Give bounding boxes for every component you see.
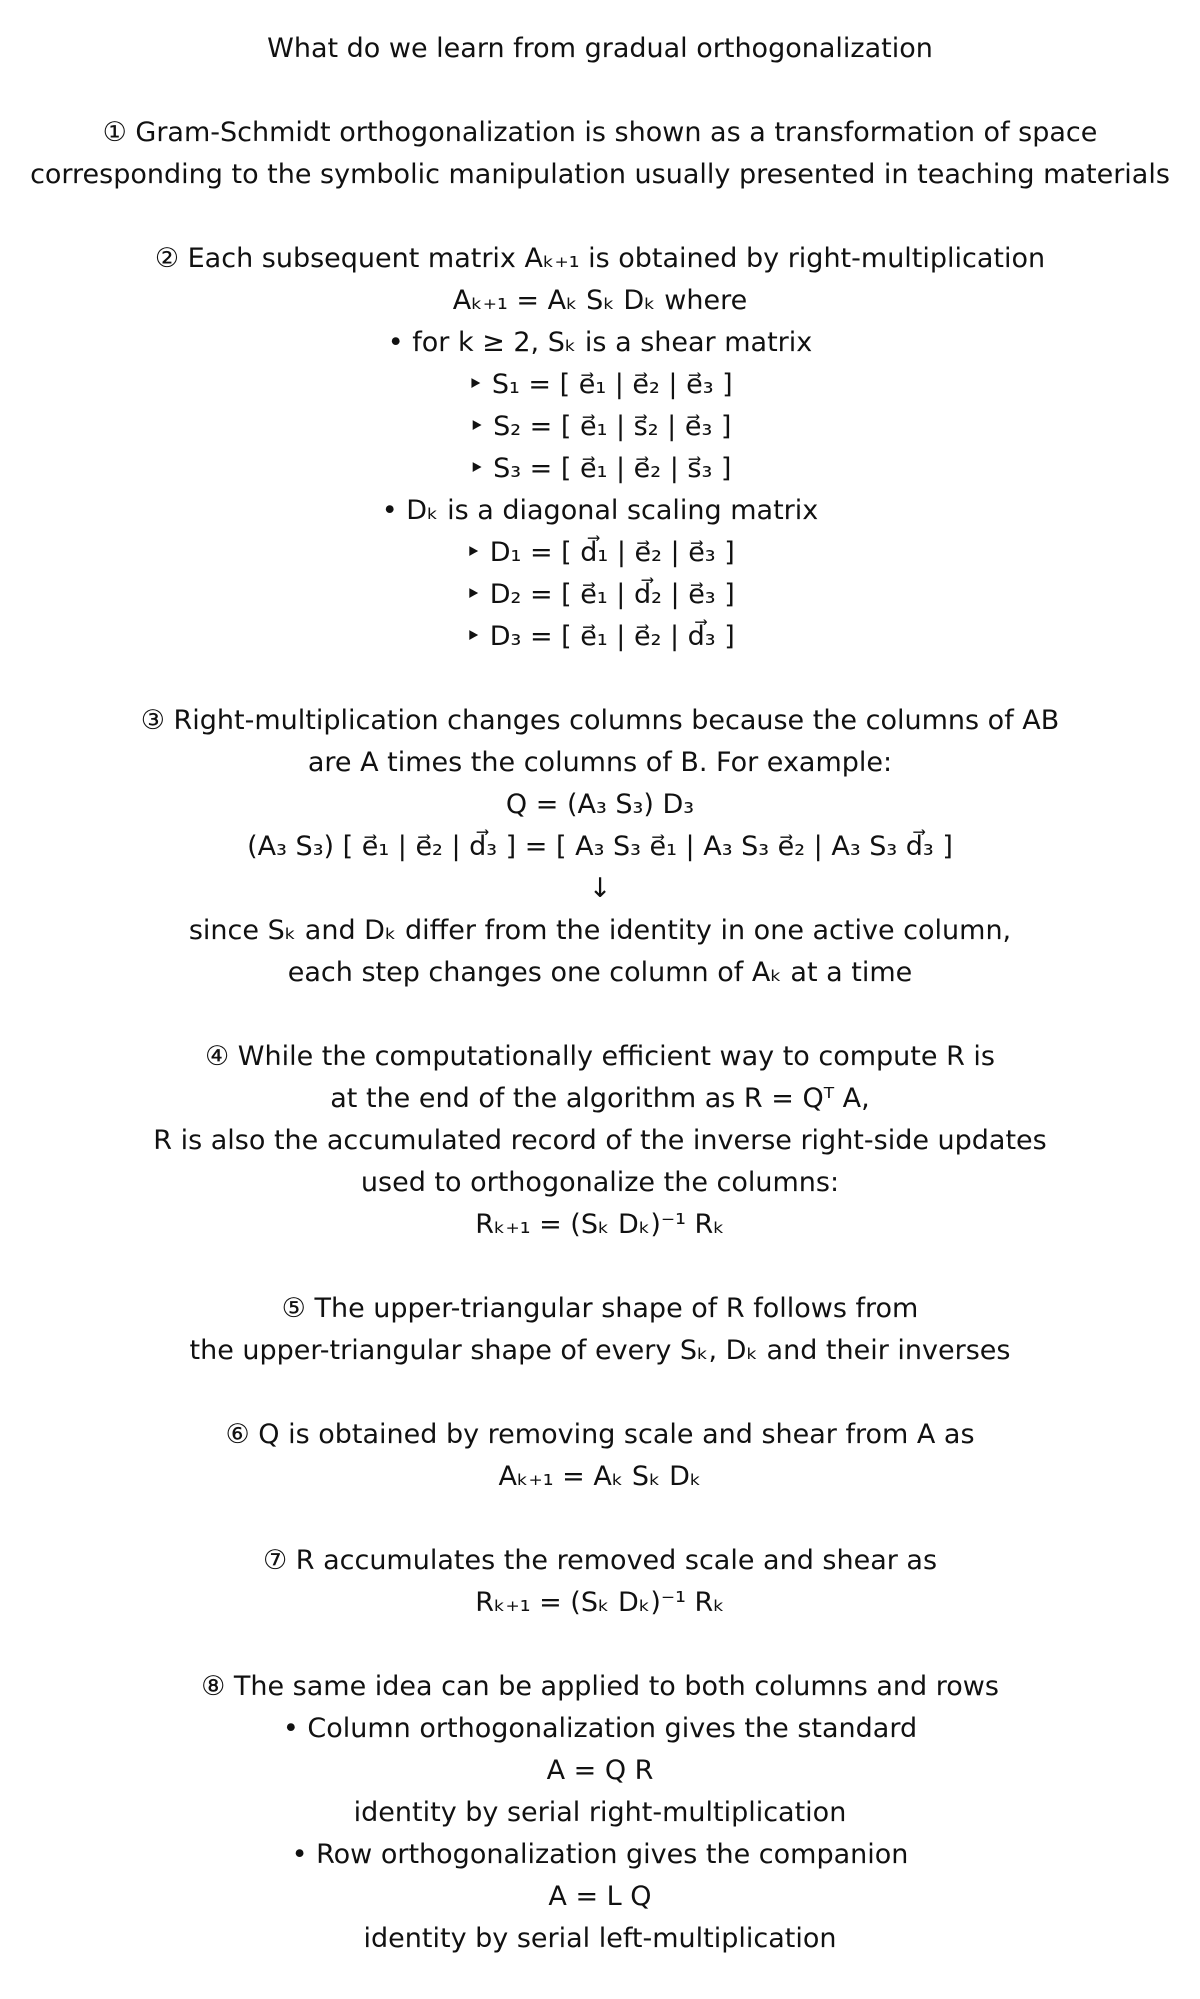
section-2-line: ② Each subsequent matrix Aₖ₊₁ is obtained by right-multiplication xyxy=(154,243,1046,274)
page-title: What do we learn from gradual orthogonalization xyxy=(267,33,933,64)
section-8-line: identity by serial left-multiplication xyxy=(363,1923,837,1954)
section-4-formula: Rₖ₊₁ = (Sₖ Dₖ)⁻¹ Rₖ xyxy=(475,1209,725,1240)
bullet-item: • Column orthogonalization gives the standard xyxy=(282,1713,918,1744)
section-2 xyxy=(0,238,1200,658)
section-4-line: used to orthogonalize the columns: xyxy=(360,1167,840,1198)
section-4-line: R is also the accumulated record of the inverse right-side updates xyxy=(153,1125,1047,1156)
section-6 xyxy=(0,1414,1200,1498)
section-3-line: each step changes one column of Aₖ at a time xyxy=(287,957,913,988)
section-8-line: ⑧ The same idea can be applied to both columns and rows xyxy=(201,1671,999,1702)
section-3-formula: (A₃ S₃) [ e⃗₁ | e⃗₂ | d⃗₃ ] = [ A₃ S₃ e⃗₁ | A₃ S₃ e⃗₂ | A₃ S₃ d⃗₃ ] xyxy=(247,831,953,862)
section-1-line: corresponding to the symbolic manipulation usually presented in teaching materials xyxy=(30,159,1170,190)
section-6-line: ⑥ Q is obtained by removing scale and shear from A as xyxy=(225,1419,975,1450)
section-5 xyxy=(0,1288,1200,1372)
bullet-item: • for k ≥ 2, Sₖ is a shear matrix xyxy=(387,327,813,358)
section-8 xyxy=(0,1666,1200,1960)
sub-item: ‣ S₂ = [ e⃗₁ | s⃗₂ | e⃗₃ ] xyxy=(468,411,732,442)
section-3-line: since Sₖ and Dₖ differ from the identity in one active column, xyxy=(188,915,1012,946)
section-3-line: ③ Right-multiplication changes columns because the columns of AB xyxy=(140,705,1060,736)
sub-item: ‣ D₁ = [ d⃗₁ | e⃗₂ | e⃗₃ ] xyxy=(465,537,735,568)
bullet-item: • Row orthogonalization gives the companion xyxy=(291,1839,909,1870)
section-1 xyxy=(0,112,1200,196)
section-3 xyxy=(0,700,1200,994)
section-7-line: ⑦ R accumulates the removed scale and shear as xyxy=(262,1545,938,1576)
sub-item: ‣ D₃ = [ e⃗₁ | e⃗₂ | d⃗₃ ] xyxy=(465,621,735,652)
sub-item: ‣ S₃ = [ e⃗₁ | e⃗₂ | s⃗₃ ] xyxy=(468,453,732,484)
section-7-formula: Rₖ₊₁ = (Sₖ Dₖ)⁻¹ Rₖ xyxy=(475,1587,725,1618)
section-1-line: ① Gram-Schmidt orthogonalization is shown as a transformation of space xyxy=(102,117,1098,148)
section-4-line: ④ While the computationally efficient way to compute R is xyxy=(204,1041,995,1072)
section-5-line: the upper-triangular shape of every Sₖ, Dₖ and their inverses xyxy=(189,1335,1011,1366)
section-5-line: ⑤ The upper-triangular shape of R follows from xyxy=(281,1293,919,1324)
section-6-formula: Aₖ₊₁ = Aₖ Sₖ Dₖ xyxy=(498,1461,702,1492)
section-3-formula: Q = (A₃ S₃) D₃ xyxy=(505,789,695,820)
down-arrow-icon: ↓ xyxy=(588,873,612,904)
section-4-line: at the end of the algorithm as R = Qᵀ A, xyxy=(330,1083,870,1114)
section-3-line: are A times the columns of B. For example: xyxy=(307,747,893,778)
section-4 xyxy=(0,1036,1200,1246)
section-8-formula: A = L Q xyxy=(548,1881,652,1912)
section-2-formula: Aₖ₊₁ = Aₖ Sₖ Dₖ where xyxy=(452,285,748,316)
section-8-line: identity by serial right-multiplication xyxy=(353,1797,847,1828)
sub-item: ‣ S₁ = [ e⃗₁ | e⃗₂ | e⃗₃ ] xyxy=(467,369,733,400)
bullet-item: • Dₖ is a diagonal scaling matrix xyxy=(381,495,819,526)
section-7 xyxy=(0,1540,1200,1624)
sub-item: ‣ D₂ = [ e⃗₁ | d⃗₂ | e⃗₃ ] xyxy=(465,579,735,610)
section-8-formula: A = Q R xyxy=(546,1755,654,1786)
